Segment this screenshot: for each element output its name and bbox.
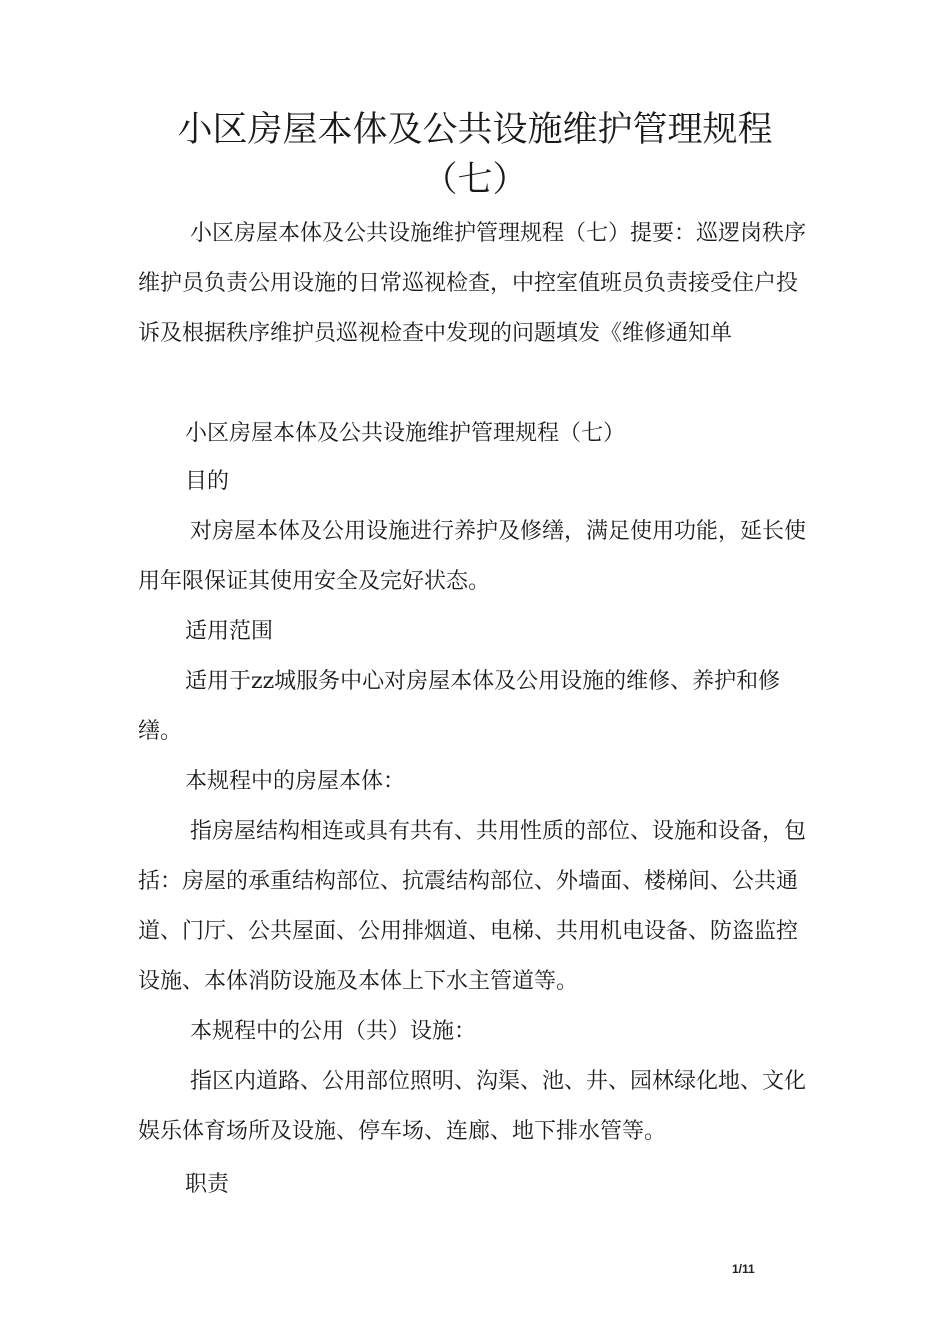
summary-line-3: 诉及根据秩序维护员巡视检查中发现的问题填发《维修通知单 [138,321,733,346]
body-line-4: 设施、本体消防设施及本体上下水主管道等。 [138,969,579,994]
scope-line-1: 适用于zz城服务中心对房屋本体及公用设施的维修、养护和修 [185,669,781,694]
summary-line-2: 维护员负责公用设施的日常巡视检查，中控室值班员负责接受住户投 [138,271,799,296]
scope-heading: 适用范围 [185,619,274,644]
purpose-line-1: 对房屋本体及公用设施进行养护及修缮，满足使用功能，延长使 [190,519,807,544]
facility-line-1: 指区内道路、公用部位照明、沟渠、池、井、园林绿化地、文化 [190,1069,807,1094]
scope-line-2: 缮。 [138,719,183,744]
page-number: 1/11 [732,1262,755,1276]
document-title-suffix: （七） [422,160,528,200]
subtitle: 小区房屋本体及公共设施维护管理规程（七） [185,421,626,446]
summary-line-1: 小区房屋本体及公共设施维护管理规程（七）提要：巡逻岗秩序 [190,221,807,246]
purpose-heading: 目的 [185,469,230,494]
body-heading: 本规程中的房屋本体： [185,769,406,794]
body-line-1: 指房屋结构相连或具有共有、共用性质的部位、设施和设备，包 [190,819,807,844]
duty-heading: 职责 [185,1172,230,1197]
facility-heading: 本规程中的公用（共）设施： [190,1019,477,1044]
document-title: 小区房屋本体及公共设施维护管理规程 [177,110,773,150]
purpose-line-2: 用年限保证其使用安全及完好状态。 [138,569,491,594]
body-line-3: 道、门厅、公共屋面、公用排烟道、电梯、共用机电设备、防盗监控 [138,919,799,944]
facility-line-2: 娱乐体育场所及设施、停车场、连廊、地下排水管等。 [138,1119,667,1144]
body-line-2: 括：房屋的承重结构部位、抗震结构部位、外墙面、楼梯间、公共通 [138,869,799,894]
